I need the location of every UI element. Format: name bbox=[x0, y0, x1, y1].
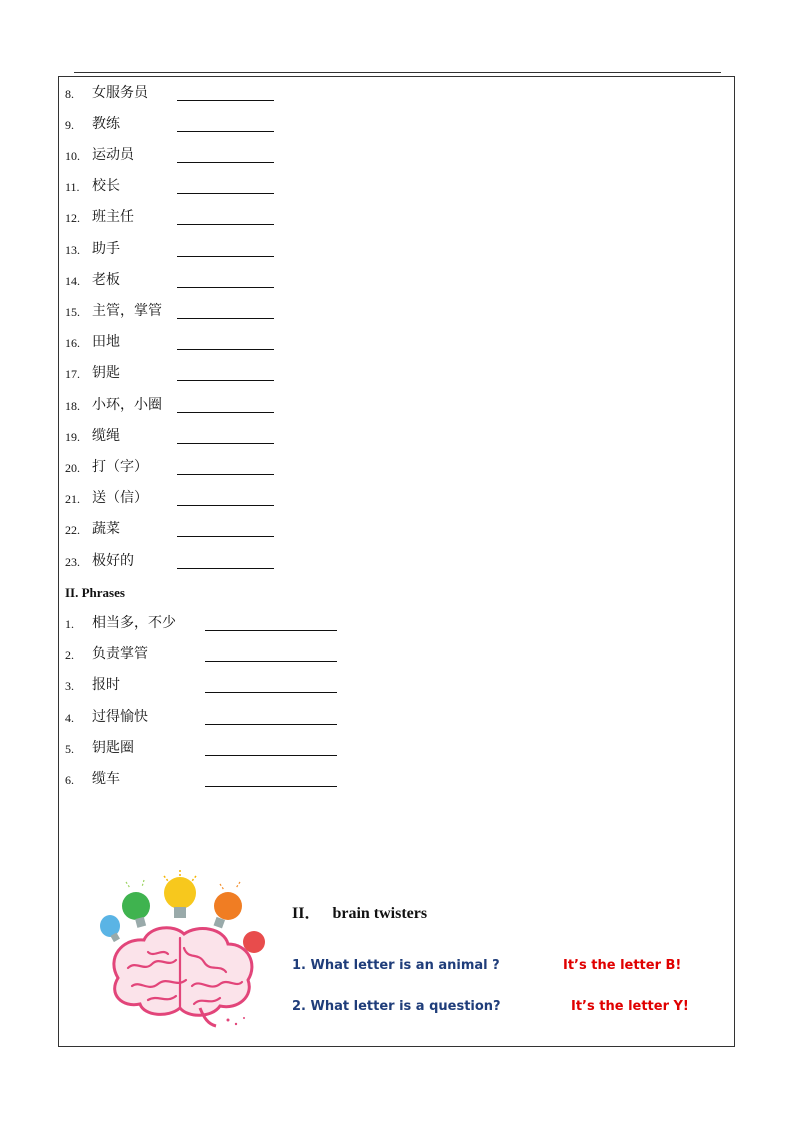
item-text: 助手 bbox=[92, 241, 120, 257]
item-text: 钥匙 bbox=[92, 365, 120, 381]
item-number: 12. bbox=[65, 211, 80, 225]
brain-lightbulbs-icon bbox=[88, 868, 278, 1038]
item-number: 10. bbox=[65, 149, 80, 163]
section-title-phrases: II. Phrases bbox=[65, 585, 125, 600]
brain-twisters-heading: II． brain twisters bbox=[292, 905, 428, 922]
vocab-item bbox=[65, 236, 120, 258]
item-number: 4. bbox=[65, 711, 74, 725]
answer-blank[interactable] bbox=[177, 536, 274, 537]
item-number: 1. bbox=[65, 617, 74, 631]
answer-blank[interactable] bbox=[205, 786, 337, 787]
answer-blank[interactable] bbox=[177, 443, 274, 444]
item-text: 缆车 bbox=[92, 771, 120, 787]
answer-blank[interactable] bbox=[177, 349, 274, 350]
vocab-item bbox=[65, 454, 148, 476]
vocab-item bbox=[65, 204, 134, 226]
item-text: 运动员 bbox=[92, 147, 134, 163]
item-number: 5. bbox=[65, 742, 74, 756]
answer-blank[interactable] bbox=[177, 100, 274, 101]
answer-blank[interactable] bbox=[177, 287, 274, 288]
phrase-item bbox=[65, 766, 120, 788]
phrase-item bbox=[65, 672, 120, 694]
item-number: 19. bbox=[65, 430, 80, 444]
vocab-item bbox=[65, 329, 120, 351]
item-number: 16. bbox=[65, 336, 80, 350]
item-text: 教练 bbox=[92, 116, 120, 132]
item-text: 小环，小圈 bbox=[92, 397, 162, 413]
answer-blank[interactable] bbox=[177, 380, 274, 381]
vocab-item bbox=[65, 111, 120, 133]
item-text: 校长 bbox=[92, 178, 120, 194]
vocab-item bbox=[65, 267, 120, 289]
answer-2: It’s the letter Y! bbox=[571, 999, 689, 1014]
item-number: 13. bbox=[65, 243, 80, 257]
phrase-item bbox=[65, 704, 148, 726]
answer-blank[interactable] bbox=[177, 256, 274, 257]
vocab-item bbox=[65, 80, 148, 102]
vocab-item bbox=[65, 298, 162, 320]
item-text: 送（信） bbox=[92, 490, 148, 506]
phrase-item bbox=[65, 610, 176, 632]
vocab-item bbox=[65, 548, 134, 570]
item-number: 14. bbox=[65, 274, 80, 288]
answer-blank[interactable] bbox=[177, 131, 274, 132]
item-text: 过得愉快 bbox=[92, 709, 148, 725]
item-number: 17. bbox=[65, 367, 80, 381]
question-1: 1. What letter is an animal ? bbox=[292, 958, 500, 973]
vocab-item bbox=[65, 485, 148, 507]
item-number: 18. bbox=[65, 399, 80, 413]
item-number: 15. bbox=[65, 305, 80, 319]
item-number: 6. bbox=[65, 773, 74, 787]
item-number: 3. bbox=[65, 679, 74, 693]
item-text: 老板 bbox=[92, 272, 120, 288]
item-number: 11. bbox=[65, 180, 80, 194]
item-text: 报时 bbox=[92, 677, 120, 693]
answer-blank[interactable] bbox=[177, 505, 274, 506]
item-text: 田地 bbox=[92, 334, 120, 350]
answer-blank[interactable] bbox=[205, 755, 337, 756]
item-number: 8. bbox=[65, 87, 74, 101]
item-text: 主管，掌管 bbox=[92, 303, 162, 319]
vocab-item bbox=[65, 392, 162, 414]
answer-blank[interactable] bbox=[177, 224, 274, 225]
item-text: 打（字） bbox=[92, 459, 148, 475]
item-text: 缆绳 bbox=[92, 428, 120, 444]
item-number: 21. bbox=[65, 492, 80, 506]
answer-blank[interactable] bbox=[177, 193, 274, 194]
phrase-item bbox=[65, 641, 148, 663]
item-number: 2. bbox=[65, 648, 74, 662]
item-number: 23. bbox=[65, 555, 80, 569]
answer-blank[interactable] bbox=[177, 474, 274, 475]
answer-blank[interactable] bbox=[205, 692, 337, 693]
item-text: 相当多，不少 bbox=[92, 615, 176, 631]
item-text: 钥匙圈 bbox=[92, 740, 134, 756]
answer-blank[interactable] bbox=[177, 568, 274, 569]
item-number: 20. bbox=[65, 461, 80, 475]
vocab-item bbox=[65, 423, 120, 445]
vocab-item bbox=[65, 173, 120, 195]
item-text: 极好的 bbox=[92, 553, 134, 569]
answer-blank[interactable] bbox=[177, 318, 274, 319]
item-text: 负责掌管 bbox=[92, 646, 148, 662]
question-2: 2. What letter is a question? bbox=[292, 999, 501, 1014]
vocab-item bbox=[65, 360, 120, 382]
vocab-item bbox=[65, 142, 134, 164]
answer-blank[interactable] bbox=[205, 724, 337, 725]
answer-blank[interactable] bbox=[177, 162, 274, 163]
item-text: 班主任 bbox=[92, 209, 134, 225]
answer-blank[interactable] bbox=[205, 630, 337, 631]
item-number: 22. bbox=[65, 523, 80, 537]
answer-1: It’s the letter B! bbox=[563, 958, 682, 973]
answer-blank[interactable] bbox=[177, 412, 274, 413]
answer-blank[interactable] bbox=[205, 661, 337, 662]
item-text: 女服务员 bbox=[92, 85, 148, 101]
item-text: 蔬菜 bbox=[92, 521, 120, 537]
phrase-item bbox=[65, 735, 134, 757]
header-rule bbox=[74, 72, 721, 73]
vocab-item bbox=[65, 516, 120, 538]
item-number: 9. bbox=[65, 118, 74, 132]
